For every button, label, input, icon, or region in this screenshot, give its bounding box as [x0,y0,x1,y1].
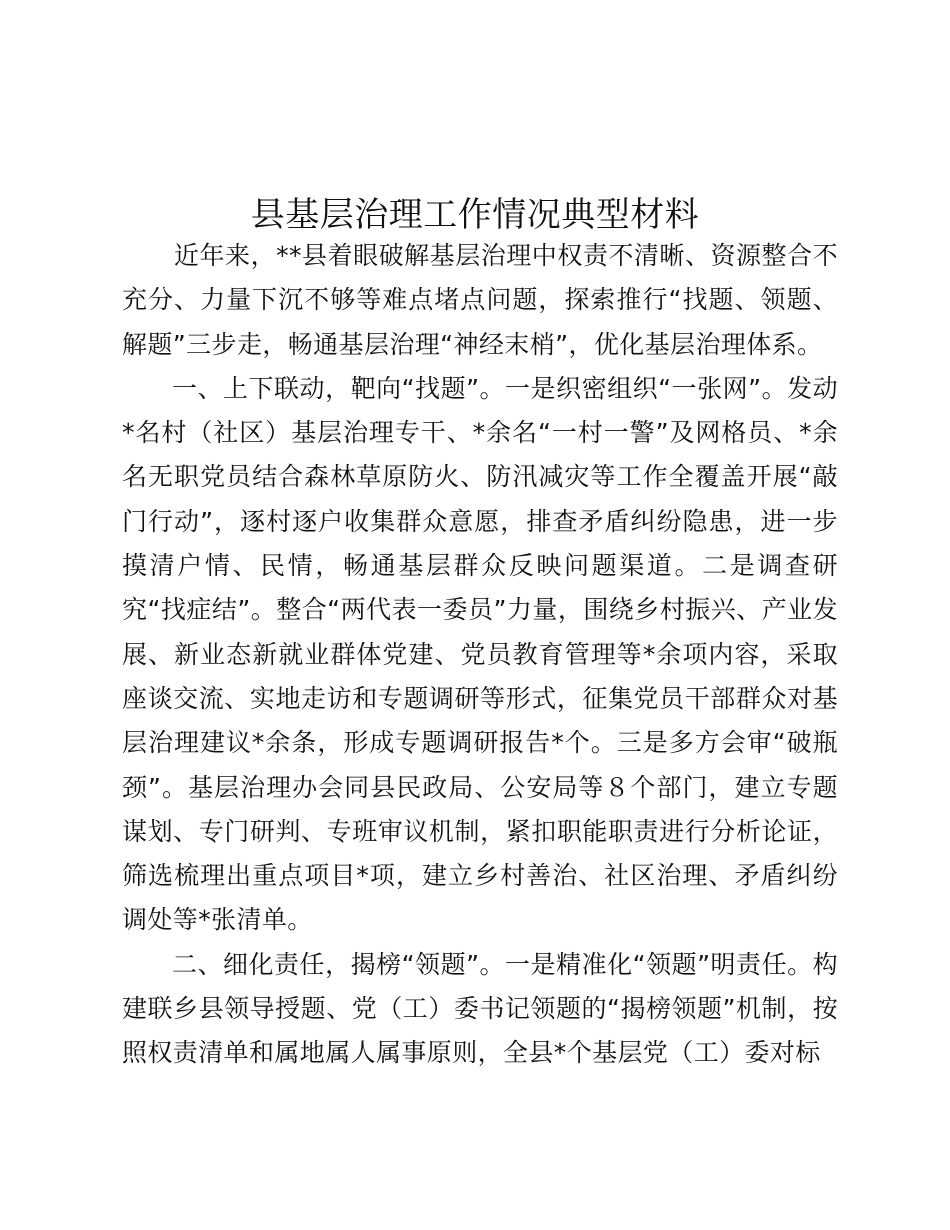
document-body [122,234,838,1076]
document-title: 县基层治理工作情况典型材料 [250,194,700,235]
paragraph-section-1: 一、上下联动，靶向“找题”。一是织密组织“一张网”。发动*名村（社区）基层治理专干、*余名“一村一警”及网格员、*余名无职党员结合森林草原防火、防汛减灾等工作全覆盖开展“敲门行动”，逐村逐户收集群众意愿，排查矛盾纠纷隐患，进一步摸清户情、民情，畅通基层群众反映问题渠道。二是调查研究“找症结”。整合“两代表一委员”力量，围绕乡村振兴、产业发展、新业态新就业群体党建、党员教育管理等*余项内容，采取座谈交流、实地走访和专题调研等形式，征集党员干部群众对基层治理建议*余条，形成专题调研报告*个。三是多方会审“破瓶颈”。基层治理办会同县民政局、公安局等８个部门，建立专题谋划、专门研判、专班审议机制，紧扣职能职责进行分析论证，筛选梳理出重点项目*项，建立乡村善治、社区治理、矛盾纠纷调处等*张清单。 [122,373,838,935]
paragraph-intro: 近年来，**县着眼破解基层治理中权责不清晰、资源整合不充分、力量下沉不够等难点堵点问题，探索推行“找题、领题、解题”三步走，畅通基层治理“神经末梢”，优化基层治理体系。 [122,241,838,359]
paragraph-section-2: 二、细化责任，揭榜“领题”。一是精准化“领题”明责任。构建联乡县领导授题、党（工）委书记领题的“揭榜领题”机制，按照权责清单和属地属人属事原则，全县*个基层党（工）委对标 [122,949,838,1068]
